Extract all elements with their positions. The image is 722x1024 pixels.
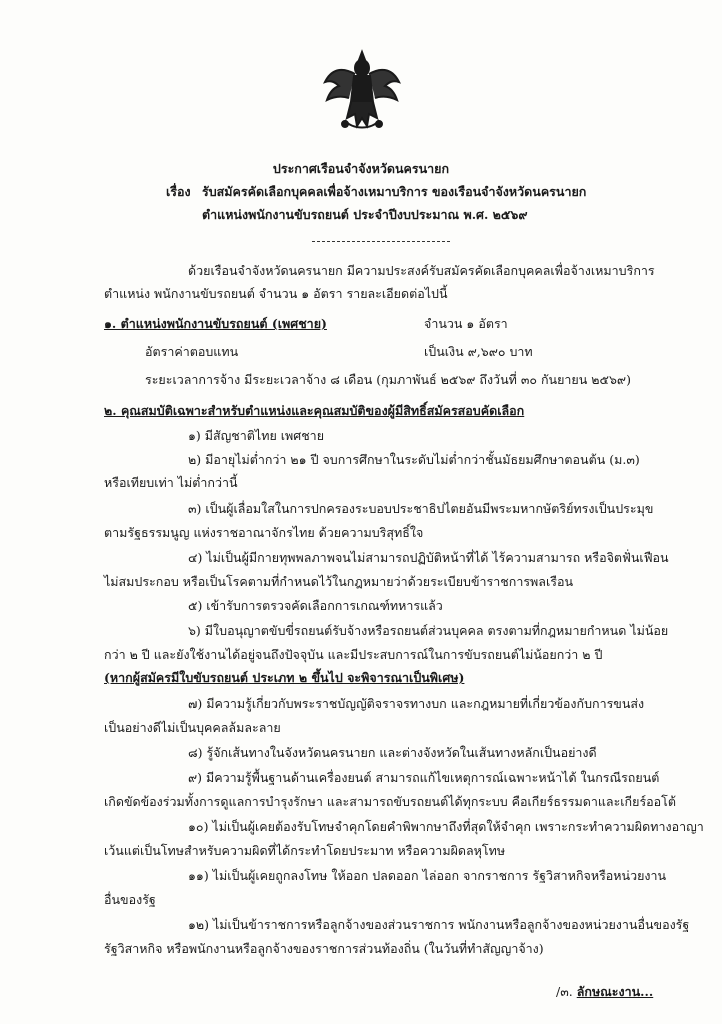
qualification-line: ไม่สมประกอบ หรือเป็นโรคตามที่กำหนดไว้ในกฎหมายว่าด้วยระเบียบข้าราชการพลเรือน (104, 574, 574, 589)
continued-text: ลักษณะงาน... (576, 984, 654, 999)
employment-period: ระยะเวลาการจ้าง มีระยะเวลาจ้าง ๘ เดือน (กุมภาพันธ์ ๒๕๖๙ ถึงวันที่ ๓๐ กันยายน ๒๕๖๙) (145, 372, 631, 387)
qualification-line: ๓) เป็นผู้เลื่อมใสในการปกครองระบอบประชาธิปไตยอันมีพระมหากษัตริย์ทรงเป็นประมุข (188, 501, 654, 516)
qualification-line: ๒) มีอายุไม่ต่ำกว่า ๒๑ ปี จบการศึกษาในระดับไม่ต่ำกว่าชั้นมัธยมศึกษาตอนต้น (ม.๓) (188, 452, 640, 467)
wage-value: เป็นเงิน ๙,๖๙๐ บาท (424, 344, 533, 359)
garuda-emblem-icon (321, 48, 403, 136)
qualification-line: ๔) ไม่เป็นผู้มีกายทุพพลภาพจนไม่สามารถปฏิบัติหน้าที่ได้ ไร้ความสามารถ หรือจิตฟั่นเฟือน (188, 550, 669, 565)
qualification-line: ๖) มีใบอนุญาตขับขี่รถยนต์รับจ้างหรือรถยนต์ส่วนบุคคล ตรงตามที่กฎหมายกำหนด ไม่น้อย (188, 623, 669, 638)
qualification-line: หรือเทียบเท่า ไม่ต่ำกว่านี้ (104, 475, 238, 490)
qualification-note: (หากผู้สมัครมีใบขับรถยนต์ ประเภท ๒ ขึ้นไป จะพิจารณาเป็นพิเศษ) (104, 670, 465, 685)
intro-line-1: ด้วยเรือนจำจังหวัดนครนายก มีความประสงค์รับสมัครคัดเลือกบุคคลเพื่อจ้างเหมาบริการ (188, 263, 655, 278)
qualification-line: ๑๒) ไม่เป็นข้าราชการหรือลูกจ้างของส่วนราชการ พนักงานหรือลูกจ้างของหน่วยงานอื่นของรัฐ (188, 917, 690, 932)
wage-label: อัตราค่าตอบแทน (145, 344, 239, 359)
position-count: จำนวน ๑ อัตรา (424, 316, 508, 331)
intro-line-2: ตำแหน่ง พนักงานขับรถยนต์ จำนวน ๑ อัตรา รายละเอียดต่อไปนี้ (104, 286, 448, 301)
qualification-line: ๑) มีสัญชาติไทย เพศชาย (188, 428, 325, 443)
subject-line-1: รับสมัครคัดเลือกบุคคลเพื่อจ้างเหมาบริการ ของเรือนจำจังหวัดนครนายก (202, 184, 587, 199)
subject-label: เรื่อง (166, 184, 191, 199)
qualification-line: อื่นของรัฐ (104, 892, 156, 907)
qualification-line: เกิดขัดข้องร่วมทั้งการดูแลการบำรุงรักษา และสามารถขับรถยนต์ได้ทุกระบบ คือเกียร์ธรรมดาและเกียร์ออโต้ (104, 794, 677, 809)
continued-marker (556, 983, 653, 1001)
qualification-line: ๘) รู้จักเส้นทางในจังหวัดนครนายก และต่างจังหวัดในเส้นทางหลักเป็นอย่างดี (188, 745, 597, 760)
section2-heading: ๒. คุณสมบัติเฉพาะสำหรับตำแหน่งและคุณสมบัติของผู้มีสิทธิ์สมัครสอบคัดเลือก (104, 403, 525, 418)
qualification-line: ตามรัฐธรรมนูญ แห่งราชอาณาจักรไทย ด้วยความบริสุทธิ์ใจ (104, 525, 424, 540)
qualification-line: ๙) มีความรู้พื้นฐานด้านเครื่องยนต์ สามารถแก้ไขเหตุการณ์เฉพาะหน้าได้ ในกรณีรถยนต์ (188, 770, 660, 785)
qualification-line: ๑๑) ไม่เป็นผู้เคยถูกลงโทษ ให้ออก ปลดออก ไล่ออก จากราชการ รัฐวิสาหกิจหรือหน่วยงาน (188, 868, 667, 883)
qualification-line: กว่า ๒ ปี และยังใช้งานได้อยู่จนถึงปัจจุบัน และมีประสบการณ์ในการขับรถยนต์ไม่น้อยกว่า ๒ ปี (104, 647, 603, 662)
qualification-line: รัฐวิสาหกิจ หรือพนักงานหรือลูกจ้างของราชการส่วนท้องถิ่น (ในวันที่ทำสัญญาจ้าง) (104, 941, 544, 956)
qualification-line: ๗) มีความรู้เกี่ยวกับพระราชบัญญัติจราจรทางบก และกฎหมายที่เกี่ยวข้องกับการขนส่ง (188, 696, 645, 711)
qualification-line: เว้นแต่เป็นโทษสำหรับความผิดที่ได้กระทำโดยประมาท หรือความผิดลหุโทษ (104, 843, 506, 858)
continued-prefix: /๓. (556, 984, 573, 999)
separator-line (312, 241, 450, 242)
section1-heading: ๑. ตำแหน่งพนักงานขับรถยนต์ (เพศชาย) (104, 316, 327, 331)
announcement-title: ประกาศเรือนจำจังหวัดนครนายก (272, 161, 450, 176)
qualification-line: ๕) เข้ารับการตรวจคัดเลือกการเกณฑ์ทหารแล้ว (188, 598, 443, 613)
qualification-line: เป็นอย่างดีไม่เป็นบุคคลล้มละลาย (104, 720, 281, 735)
subject-line-2: ตำแหน่งพนักงานขับรถยนต์ ประจำปีงบประมาณ พ.ศ. ๒๕๖๙ (202, 207, 528, 222)
qualification-line: ๑๐) ไม่เป็นผู้เคยต้องรับโทษจำคุกโดยคำพิพากษาถึงที่สุดให้จำคุก เพราะกระทำความผิดทางอาญา (188, 819, 704, 834)
